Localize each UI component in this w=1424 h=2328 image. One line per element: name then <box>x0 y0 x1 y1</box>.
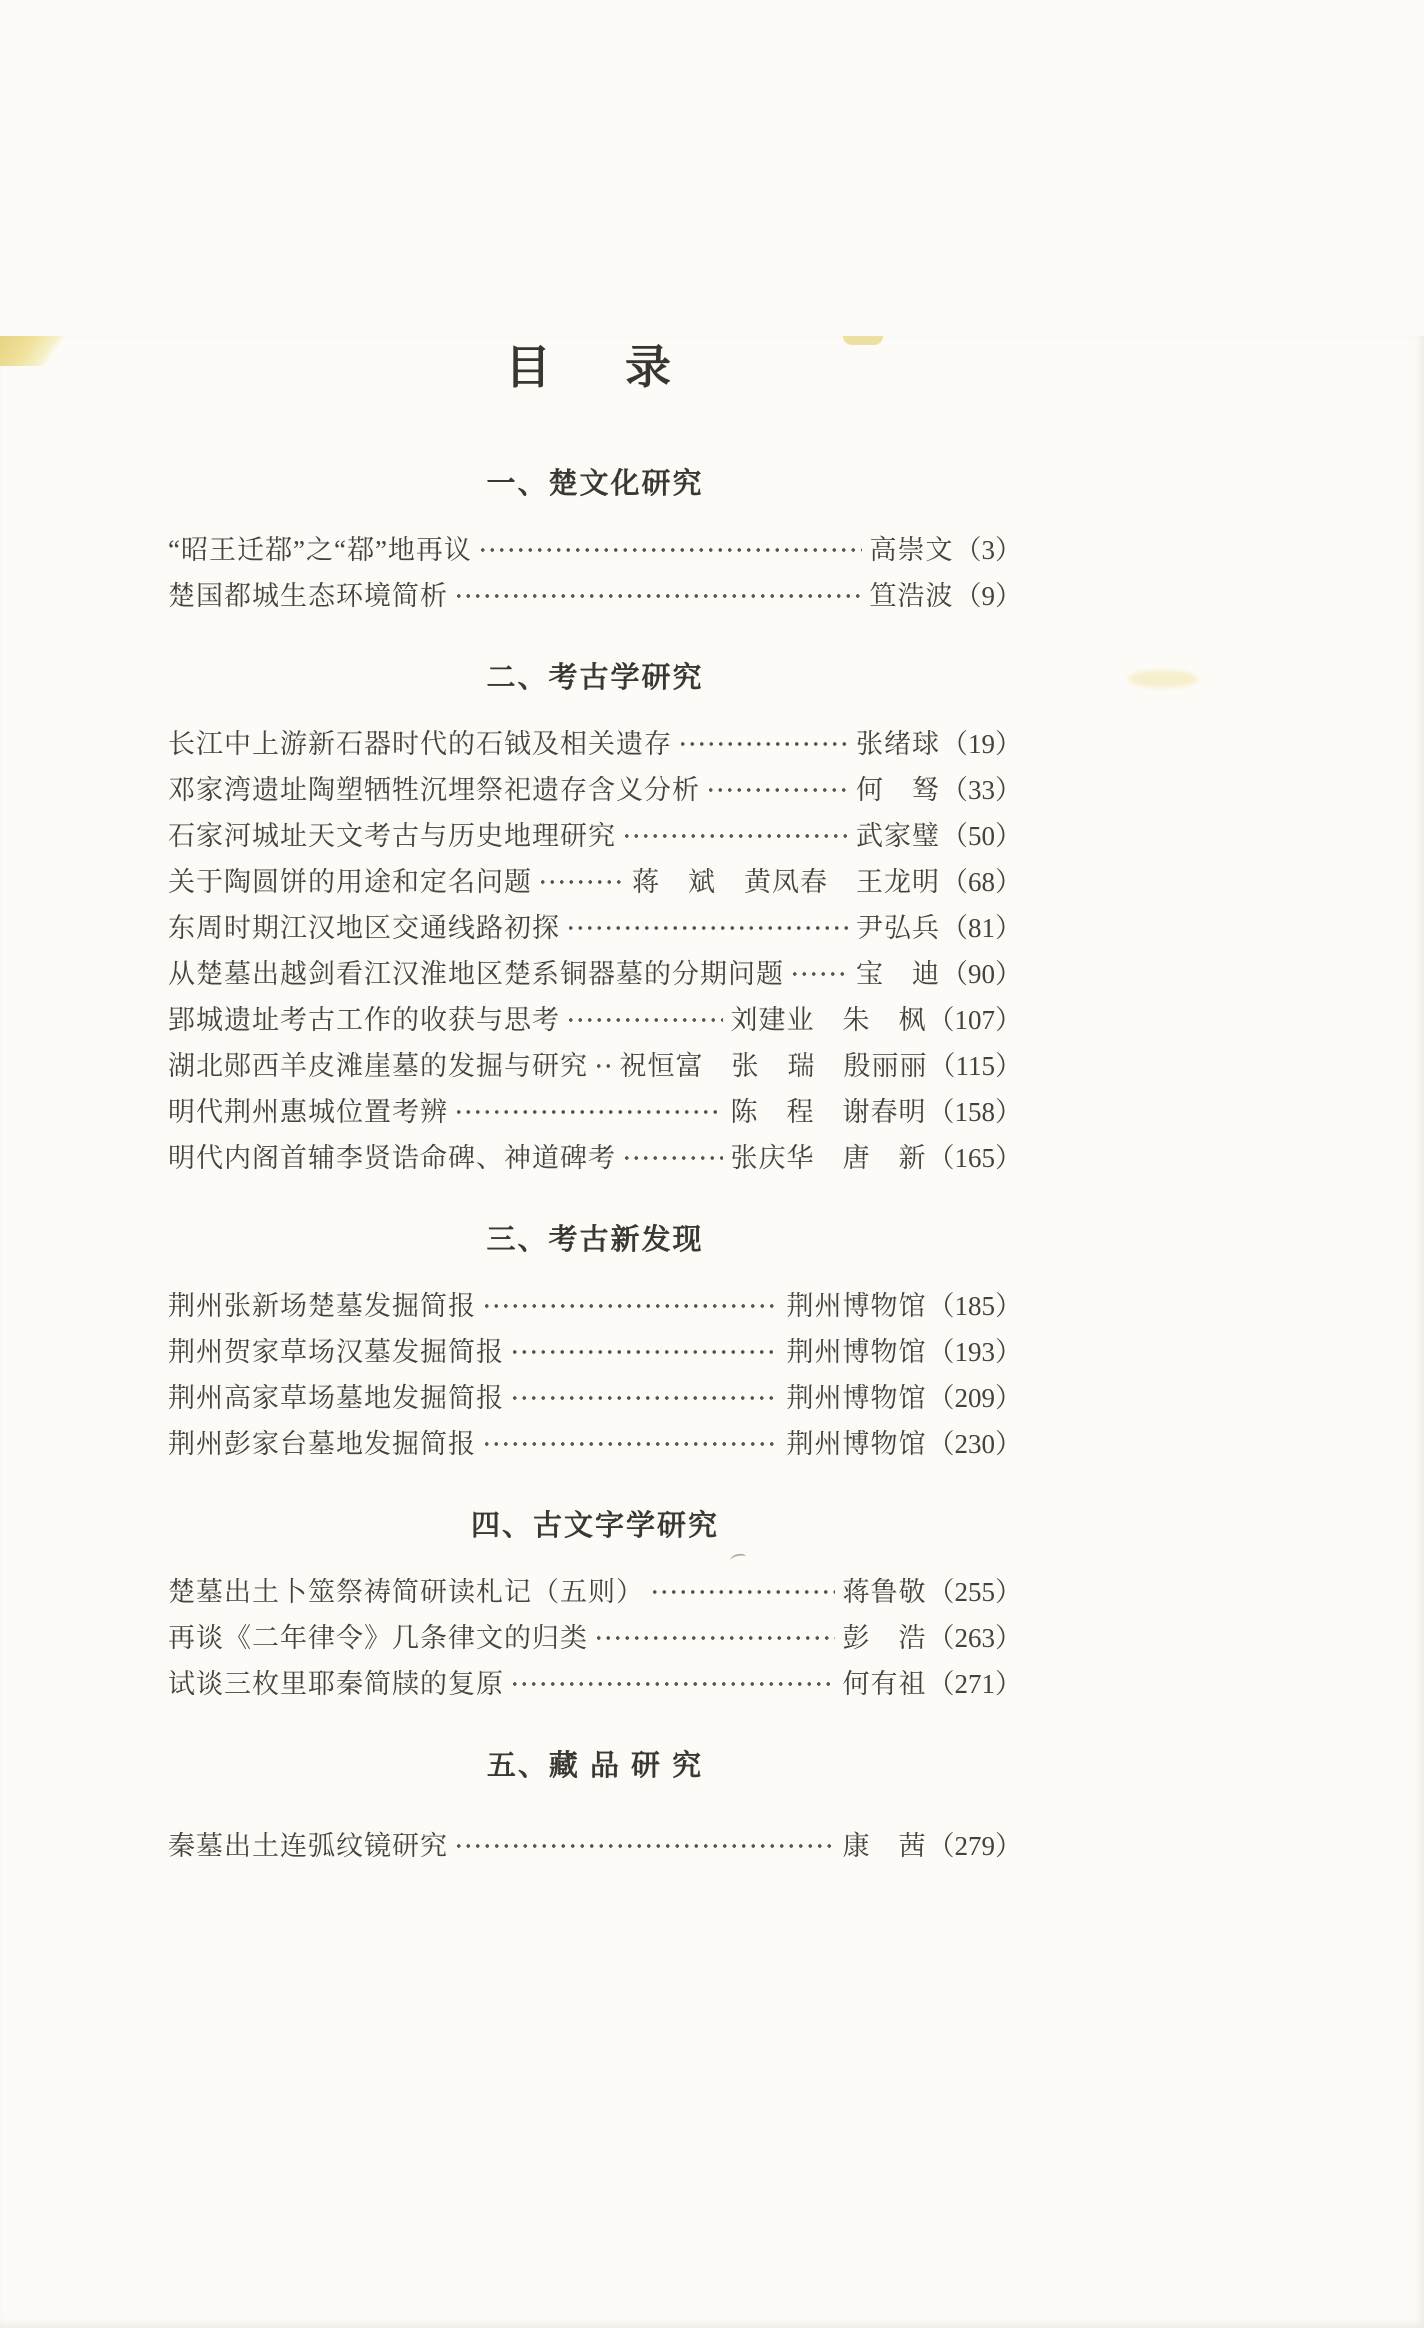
entry-page-number: （68） <box>941 866 1022 897</box>
entry-title: 郢城遗址考古工作的收获与思考 <box>168 1004 560 1035</box>
toc-section <box>168 1220 1022 1464</box>
dot-leader <box>453 1086 723 1132</box>
entry-page-number: （255） <box>927 1576 1022 1607</box>
entry-title: 荆州贺家草场汉墓发掘简报 <box>168 1336 504 1367</box>
entry-page-number: （165） <box>927 1142 1022 1173</box>
dot-leader <box>789 948 848 994</box>
entry-authors: 何 驽 <box>856 774 940 805</box>
toc-entry <box>168 856 1022 902</box>
entry-page-number: （107） <box>927 1004 1022 1035</box>
dot-leader <box>565 902 848 948</box>
toc-entry <box>168 948 1022 994</box>
dot-leader <box>481 1280 779 1326</box>
toc-entry <box>168 718 1022 764</box>
entry-title: 石家河城址天文考古与历史地理研究 <box>168 820 616 851</box>
dot-leader <box>593 1040 612 1086</box>
entry-page-number: （33） <box>941 774 1022 805</box>
entry-authors: 刘建业 朱 枫 <box>730 1004 927 1035</box>
entry-page-number: （185） <box>927 1290 1022 1321</box>
entry-page-number: （158） <box>927 1096 1022 1127</box>
entry-title: 长江中上游新石器时代的石钺及相关遗存 <box>168 728 672 759</box>
dot-leader <box>537 856 624 902</box>
entry-title: 试谈三枚里耶秦简牍的复原 <box>168 1668 504 1699</box>
toc-entry <box>168 764 1022 810</box>
toc-entry <box>168 1372 1022 1418</box>
toc-entry <box>168 1418 1022 1464</box>
entry-authors: 荆州博物馆 <box>786 1336 927 1367</box>
entry-title: 明代内阁首辅李贤诰命碑、神道碑考 <box>168 1142 616 1173</box>
toc-entry <box>168 1658 1022 1704</box>
entry-page-number: （209） <box>927 1382 1022 1413</box>
toc-entry <box>168 570 1022 616</box>
section-entries <box>168 1820 1022 1866</box>
entry-authors: 何有祖 <box>842 1668 927 1699</box>
toc-entry <box>168 1086 1022 1132</box>
section-entries <box>168 1566 1022 1704</box>
entry-title: 楚国都城生态环境简析 <box>168 580 448 611</box>
dot-leader <box>621 810 848 856</box>
entry-page-number: （9） <box>954 580 1022 611</box>
dot-leader <box>509 1658 835 1704</box>
toc-sections <box>168 464 1022 1866</box>
entry-title: 再谈《二年律令》几条律文的归类 <box>168 1622 588 1653</box>
entry-authors: 彭 浩 <box>842 1622 927 1653</box>
entry-page-number: （90） <box>941 958 1022 989</box>
entry-page-number: （193） <box>927 1336 1022 1367</box>
entry-title: 荆州彭家台墓地发掘简报 <box>168 1428 476 1459</box>
section-heading: 五、藏 品 研 究 <box>486 1750 704 1782</box>
entry-title: “昭王迁鄀”之“鄀”地再议 <box>168 534 472 565</box>
entry-title: 湖北郧西羊皮滩崖墓的发掘与研究 <box>168 1050 588 1081</box>
entry-authors: 康 茜 <box>842 1830 927 1861</box>
toc-entry <box>168 1040 1022 1086</box>
toc-entry <box>168 902 1022 948</box>
entry-authors: 张庆华 唐 新 <box>730 1142 927 1173</box>
dot-leader <box>453 1820 835 1866</box>
entry-title: 荆州高家草场墓地发掘简报 <box>168 1382 504 1413</box>
entry-authors: 笪浩波 <box>869 580 954 611</box>
toc-section <box>168 658 1022 1178</box>
entry-page-number: （3） <box>954 534 1022 565</box>
entry-page-number: （50） <box>941 820 1022 851</box>
entry-authors: 尹弘兵 <box>856 912 940 943</box>
dot-leader <box>481 1418 779 1464</box>
toc-page <box>0 336 1424 2328</box>
toc-entry <box>168 994 1022 1040</box>
entry-authors: 祝恒富 张 瑞 殷丽丽 <box>619 1050 928 1081</box>
entry-authors: 蒋 斌 黄凤春 王龙明 <box>632 866 940 897</box>
section-entries <box>168 1280 1022 1464</box>
toc-entry <box>168 1820 1022 1866</box>
dot-leader <box>477 524 862 570</box>
section-entries <box>168 524 1022 616</box>
entry-title: 荆州张新场楚墓发掘简报 <box>168 1290 476 1321</box>
section-heading: 四、古文字学研究 <box>470 1510 719 1542</box>
entry-authors: 荆州博物馆 <box>786 1290 927 1321</box>
dot-leader <box>677 718 848 764</box>
toc-section <box>168 464 1022 616</box>
entry-page-number: （115） <box>928 1050 1022 1081</box>
section-heading: 一、楚文化研究 <box>486 468 704 500</box>
toc-entry <box>168 1280 1022 1326</box>
toc-entry <box>168 1132 1022 1178</box>
entry-title: 从楚墓出越剑看江汉淮地区楚系铜器墓的分期问题 <box>168 958 784 989</box>
section-entries <box>168 718 1022 1178</box>
entry-authors: 陈 程 谢春明 <box>730 1096 927 1127</box>
page-title: 目 录 <box>505 342 685 393</box>
toc-entry <box>168 524 1022 570</box>
entry-authors: 荆州博物馆 <box>786 1382 927 1413</box>
dot-leader <box>565 994 723 1040</box>
toc-section <box>168 1506 1022 1704</box>
entry-page-number: （263） <box>927 1622 1022 1653</box>
entry-title: 明代荆州惠城位置考辨 <box>168 1096 448 1127</box>
entry-title: 东周时期江汉地区交通线路初探 <box>168 912 560 943</box>
entry-title: 楚墓出土卜筮祭祷简研读札记（五则） <box>168 1576 644 1607</box>
entry-page-number: （81） <box>941 912 1022 943</box>
dot-leader <box>509 1372 779 1418</box>
entry-authors: 宝 迪 <box>856 958 940 989</box>
entry-authors: 荆州博物馆 <box>786 1428 927 1459</box>
dot-leader <box>453 570 862 616</box>
dot-leader <box>649 1566 835 1612</box>
entry-page-number: （271） <box>927 1668 1022 1699</box>
entry-page-number: （279） <box>927 1830 1022 1861</box>
entry-authors: 武家璧 <box>856 820 940 851</box>
toc-entry <box>168 810 1022 856</box>
dot-leader <box>621 1132 723 1178</box>
entry-title: 关于陶圆饼的用途和定名问题 <box>168 866 532 897</box>
section-heading: 三、考古新发现 <box>486 1224 704 1256</box>
toc-entry <box>168 1566 1022 1612</box>
toc-entry <box>168 1326 1022 1372</box>
dot-leader <box>593 1612 835 1658</box>
entry-authors: 高崇文 <box>869 534 954 565</box>
scan-stain-right <box>1128 670 1198 688</box>
dot-leader <box>509 1326 779 1372</box>
toc-entry <box>168 1612 1022 1658</box>
toc-section <box>168 1746 1022 1866</box>
scan-stain-top <box>843 336 883 345</box>
entry-page-number: （19） <box>941 728 1022 759</box>
entry-title: 邓家湾遗址陶塑牺牲沉埋祭祀遗存含义分析 <box>168 774 700 805</box>
entry-authors: 蒋鲁敬 <box>842 1576 927 1607</box>
entry-authors: 张绪球 <box>856 728 940 759</box>
scan-stain-top-left <box>0 336 86 366</box>
section-heading: 二、考古学研究 <box>486 662 704 694</box>
entry-page-number: （230） <box>927 1428 1022 1459</box>
dot-leader <box>705 764 848 810</box>
entry-title: 秦墓出土连弧纹镜研究 <box>168 1830 448 1861</box>
